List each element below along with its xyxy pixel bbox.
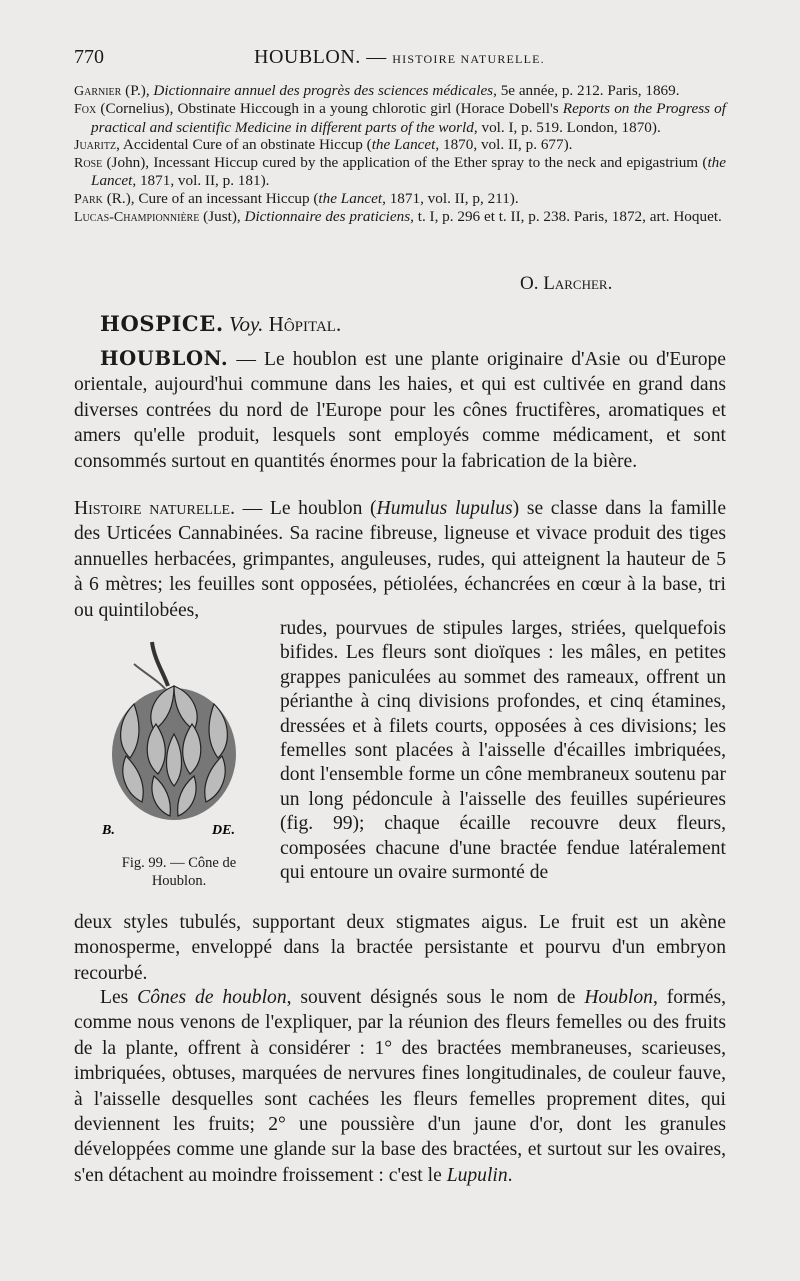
cones-paragraph [74,985,726,1188]
bib-text: (John), Incessant Hiccup cured by the application of the Ether spray to the neck and epigastrium ( [102,154,708,172]
hospice-ref: Hôpital. [268,312,342,336]
bib-text: (P.), [121,82,154,99]
histoire-label: Histoire naturelle. [74,498,235,519]
cones-section [74,985,726,1188]
histoire-text-b: ) se classe dans la famille des Urticées Cannabinées. Sa racine fibreuse, ligneuse et vivace produit des tiges annuelles herbacées, grimpantes, anguleuses, rudes, qui atteignent la hauteur de 5 à 6 mètres; les feuilles sont opposées, pétiolées, échancrées en cœur à la base, tri ou quintilobées, [74,498,727,621]
header-section: HISTOIRE NATURELLE. [392,52,545,66]
bib-title: Dictionnaire des praticiens [244,208,411,226]
cones-lead: Les [100,987,138,1008]
hop-cone-illustration [94,634,254,844]
cones-term-2: Houblon [584,987,653,1008]
bib-author: Lucas-Championnière [74,210,200,226]
figure-signature-left: B. [102,823,115,838]
figure-caption: Fig. 99. — Cône de Houblon. [121,855,237,889]
houblon-intro-paragraph [74,346,726,474]
header-dash: — [366,46,387,68]
bib-tail: , vol. I, p. 519. London, 1870). [473,118,661,136]
bib-tail: , t. I, p. 296 et t. II, p. 238. Paris, 1872, art. Hoquet. [410,208,722,226]
bib-tail: , 1871, vol. II, p. 181). [132,172,270,190]
bib-tail: , 1870, vol. II, p. 677). [435,135,573,153]
cones-end: . [507,1164,513,1186]
bib-author: Park [74,191,103,207]
histoire-paragraph [74,496,726,623]
bib-tail: , 1871, vol. II, p, 211). [382,189,519,207]
bibliography-entry [74,82,726,100]
signature-initial: O. [520,273,539,294]
figure-signature-right: DE. [212,823,235,838]
page-number: 770 [74,46,104,68]
bib-author: Garnier [74,84,122,99]
bib-text: (Cornelius), Obstinate Hiccough in a young chlorotic girl (Horace Dobell's [96,100,563,118]
histoire-text-a: — Le houblon ( [234,498,377,519]
signature-name: Larcher. [543,273,613,294]
figure-hop-cone [94,634,254,894]
bibliography [74,82,726,226]
bib-title: Reports on the Progress of practical and scientific Medicine in different parts of the world [91,100,726,136]
bib-title: Dictionnaire annuel des progrès des sciences médicales [153,82,494,99]
bib-text: (R.), Cure of an incessant Hiccup ( [102,189,319,207]
bibliography-entry [74,190,726,208]
cones-mid: , souvent désignés sous le nom de [286,987,585,1008]
bib-author: Fox [74,102,97,118]
bib-title: the Lancet [91,154,726,190]
bib-text: , Accidental Cure of an obstinate Hiccup ( [116,135,372,153]
cones-term: Cônes de houblon [137,987,287,1008]
running-title [254,46,545,69]
lupulin-term: Lupulin [446,1164,508,1186]
houblon-headword: HOUBLON. [100,347,229,370]
bibliography-entry [74,154,726,190]
bibliography-entry [74,100,726,136]
houblon-intro-text: — Le houblon est une plante originaire d'Asie ou d'Europe orientale, aujourd'hui commune dans les haies, et qui est cultivée en grand dans diverses contrées du nord de l'Europe pour les cônes fructifères, aromatiques et amers qu'elle produit, lesquels sont employés comme médicament, et sont consommés surtout en quantités énormes pour la fabrication de la bière. [74,349,726,472]
header-title: HOUBLON. [254,46,361,68]
cones-text: , formés, comme nous venons de l'expliquer, par la réunion des fleurs femelles ou des fruits de la plante, offrent à considérer : 1° des bractées membraneuses, scarieuses, imbriquées, obtuses, marquées de nervures fines longitudinales, de couleur fauve, à l'aisselle desquelles sont cachées les fleurs femelles proprement dites, qui deviennent les fruits; 2° une poussière d'un jaune d'or, dont les granules développées comme une glande sur la base des bractées, et surtout sur les ovaires, s'en détachent au moindre froissement : c'est le [74,987,727,1186]
after-wrap-paragraph: deux styles tubulés, supportant deux stigmates aigus. Le fruit est un akène monosperme, enveloppé dans la bractée persistante et pourvu d'un embryon recourbé. [74,912,726,984]
houblon-intro [74,346,726,474]
bib-title: the Lancet [371,135,436,153]
histoire-section [74,496,726,623]
bib-text: (Just), [199,208,245,226]
running-header [74,46,724,74]
bib-author: Rose [74,156,103,172]
hospice-voy: Voy. [229,312,264,336]
bibliography-entry [74,208,726,226]
latin-name: Humulus lupulus [376,498,513,519]
after-wrap [74,910,726,986]
bibliography-entry [74,136,726,154]
author-signature [520,273,612,295]
bib-tail: , 5e année, p. 212. Paris, 1869. [493,82,680,99]
hospice-entry [100,311,341,337]
hospice-headword: HOSPICE. [100,311,224,336]
wrap-paragraph: rudes, pourvues de stipules larges, striées, quelquefois bifides. Les fleurs sont dioïques : les mâles, en petites grappes paniculées au sommet des rameaux, offrent un périanthe à cinq divisions profondes, et cinq étamines, dressées et à filets courts, opposées à ces divisions; les femelles sont placées à l'aisselle d'écailles imbriquées, dont l'ensemble forme un cône membraneux soutenu par un long pédoncule à l'aisselle des feuilles supérieures (fig. 99); chaque écaille recouvre deux fleurs, composées chacune d'une bractée fendue latéralement qui entoure un ovaire surmonté de [280,618,726,884]
bib-title: the Lancet [318,189,383,207]
bib-author: Juaritz [74,137,117,153]
